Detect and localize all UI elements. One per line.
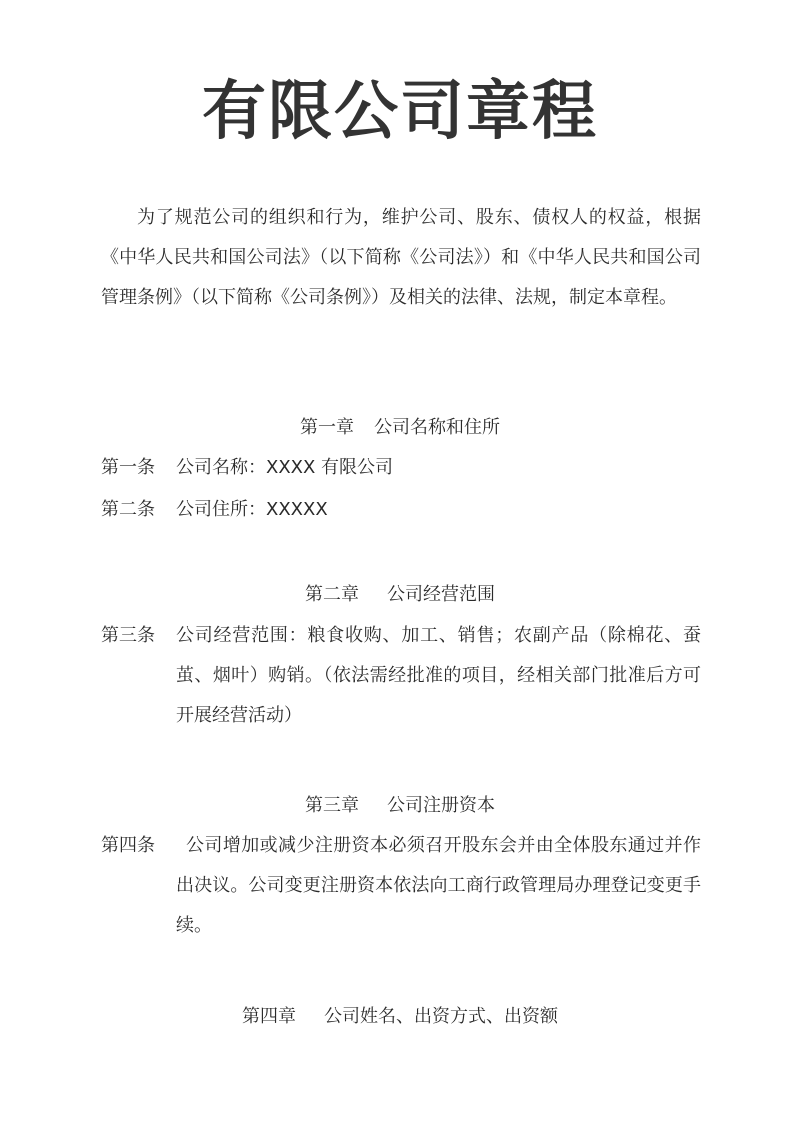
chapter-number: 第四章	[242, 1006, 296, 1027]
article-text: 公司住所：XXXXX	[176, 499, 328, 520]
chapter-name: 公司经营范围	[387, 584, 495, 605]
chapter-number: 第二章	[305, 584, 359, 605]
chapter-name: 公司注册资本	[387, 795, 495, 816]
chapter-4-heading	[0, 1003, 800, 1031]
chapter-name: 公司名称和住所	[374, 417, 500, 438]
article-text: 公司名称：XXXX 有限公司	[176, 457, 394, 478]
article-text: 公司增加或减少注册资本必须召开股东会并由全体股东通过并作出决议。公司变更注册资本依法向工商行政管理局办理登记变更手续。	[176, 835, 701, 936]
chapter-3-heading	[0, 792, 800, 820]
article-2	[101, 490, 701, 530]
article-number: 第一条	[101, 457, 155, 478]
chapter-2-heading	[0, 581, 800, 609]
article-number: 第四条	[101, 835, 155, 856]
document-title: 有限公司章程	[202, 75, 598, 149]
chapter-number: 第三章	[305, 795, 359, 816]
article-number: 第二条	[101, 499, 155, 520]
article-3	[101, 616, 701, 736]
chapter-number: 第一章	[300, 417, 354, 438]
chapter-1-heading	[0, 414, 800, 442]
chapter-name: 公司姓名、出资方式、出资额	[324, 1006, 558, 1027]
article-number: 第三条	[101, 625, 155, 646]
article-4	[101, 826, 701, 946]
article-text: 公司经营范围：粮食收购、加工、销售；农副产品（除棉花、蚕茧、烟叶）购销。（依法需经批准的项目，经相关部门批准后方可开展经营活动）	[176, 625, 701, 726]
preamble-paragraph: 为了规范公司的组织和行为，维护公司、股东、债权人的权益，根据《中华人民共和国公司法》（以下简称《公司法》）和《中华人民共和国公司管理条例》（以下简称《公司条例》）及相关的法律、法规，制定本章程。	[101, 207, 701, 308]
article-1	[101, 448, 701, 488]
